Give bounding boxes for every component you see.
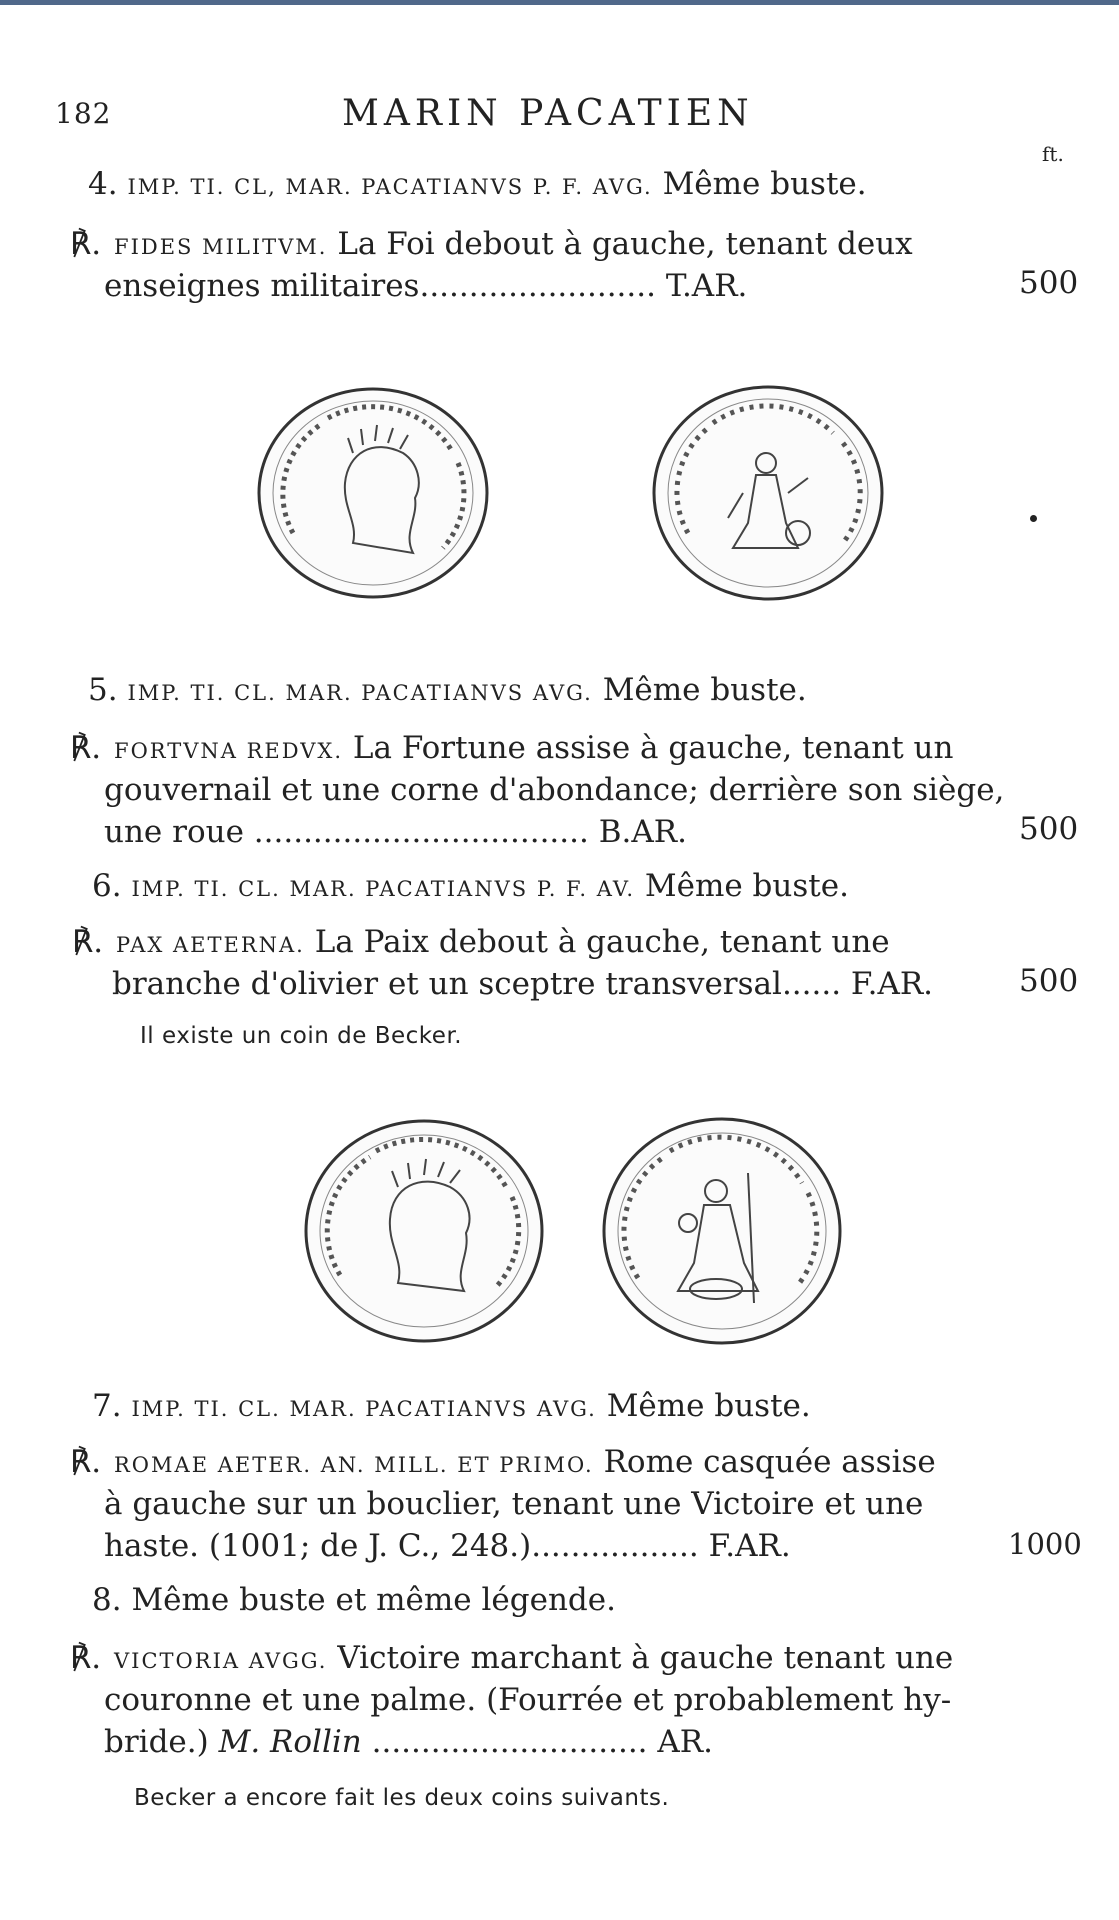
rarity-mark: F.AR. <box>708 1528 791 1564</box>
reverse-description: une roue <box>104 814 244 850</box>
obverse-description: Même buste. <box>602 672 807 708</box>
leader-dots: ...... <box>781 966 842 1002</box>
leader-dots: ................. <box>531 1528 699 1564</box>
rarity-mark: F.AR. <box>850 966 934 1002</box>
entry-number: 4. <box>88 166 118 202</box>
margin-mark: ft. <box>1042 142 1064 166</box>
entry-number: 8. <box>92 1582 122 1618</box>
reverse-symbol: ℟. <box>70 730 102 766</box>
reverse-description: gouvernail et une corne d'abondance; derrière son siège, <box>104 772 1005 808</box>
footer-note: Becker a encore fait les deux coins suivants. <box>134 1785 670 1811</box>
coin-obverse-pacatianus-1 <box>253 383 493 603</box>
entry-number: 5. <box>88 672 118 708</box>
reverse-symbol: ℟. <box>70 1640 102 1676</box>
obverse-description: Même buste. <box>662 166 867 202</box>
reverse-legend: VICTORIA AVGG. <box>114 1649 328 1673</box>
entry-5-reverse-cont <box>104 769 1004 811</box>
entry-7-obverse <box>92 1385 811 1430</box>
becker-note: Il existe un coin de Becker. <box>140 1023 463 1049</box>
entry-7-reverse-cont2 <box>104 1525 791 1567</box>
obverse-description: Même buste. <box>606 1388 811 1424</box>
reverse-description: couronne et une palme. (Fourrée et probablement hy- <box>104 1682 952 1718</box>
margin-dot <box>1030 515 1037 522</box>
reverse-description: La Paix debout à gauche, tenant une <box>314 924 890 960</box>
leader-dots: ........................ <box>419 268 656 304</box>
reverse-legend: FORTVNA REDVX. <box>114 739 344 763</box>
entry-4-value: 500 <box>1019 265 1079 301</box>
entry-8-reverse-cont2 <box>104 1721 713 1763</box>
coin-reverse-roma-2 <box>598 1113 846 1349</box>
entry-number: 7. <box>92 1388 122 1424</box>
reverse-description: Rome casquée assise <box>603 1444 936 1480</box>
entry-4-reverse <box>70 223 913 268</box>
obverse-description: Même buste et même légende. <box>131 1582 616 1618</box>
entry-6-obverse <box>92 865 849 910</box>
obverse-legend: IMP. TI. CL. MAR. PACATIANVS P. F. AV. <box>131 877 635 901</box>
entry-5-value: 500 <box>1019 811 1079 847</box>
reverse-symbol: ℟. <box>70 226 102 262</box>
reverse-description: enseignes militaires <box>104 268 420 304</box>
entry-5-obverse <box>88 669 807 714</box>
reverse-legend: PAX AETERNA. <box>116 933 305 957</box>
entry-4-reverse-cont <box>104 265 747 307</box>
collector-name: M. Rollin <box>218 1724 362 1760</box>
entry-4-obverse <box>88 163 867 208</box>
reverse-legend: ROMAE AETER. AN. MILL. ET PRIMO. <box>114 1453 594 1477</box>
entry-6-reverse <box>72 921 890 966</box>
page-number: 182 <box>55 97 112 130</box>
obverse-legend: IMP. TI. CL. MAR. PACATIANVS AVG. <box>127 681 593 705</box>
entry-7-reverse-cont <box>104 1483 923 1525</box>
reverse-description: La Foi debout à gauche, tenant deux <box>337 226 913 262</box>
book-page <box>0 5 1119 1920</box>
rarity-mark: B.AR. <box>598 814 687 850</box>
reverse-description: Victoire marchant à gauche tenant une <box>337 1640 954 1676</box>
entry-5-reverse <box>70 727 954 772</box>
entry-6-reverse-cont <box>112 963 933 1005</box>
entry-number: 6. <box>92 868 122 904</box>
running-head: MARIN PACATIEN <box>342 93 754 134</box>
obverse-legend: IMP. TI. CL. MAR. PACATIANVS AVG. <box>131 1397 597 1421</box>
entry-7-value: 1000 <box>1008 1527 1082 1561</box>
obverse-legend: IMP. TI. CL, MAR. PACATIANVS P. F. AVG. <box>127 175 653 199</box>
coin-reverse-fortuna-1 <box>648 383 888 603</box>
leader-dots: ............................ <box>371 1724 648 1760</box>
reverse-legend: FIDES MILITVM. <box>114 235 328 259</box>
entry-8-reverse-cont <box>104 1679 951 1721</box>
reverse-description: La Fortune assise à gauche, tenant un <box>352 730 954 766</box>
reverse-description: bride.) <box>104 1724 209 1760</box>
entry-8-obverse <box>92 1579 616 1621</box>
coin-obverse-pacatianus-2 <box>300 1115 548 1347</box>
entry-8-reverse <box>70 1637 953 1682</box>
reverse-symbol: ℟. <box>70 1444 102 1480</box>
reverse-description: haste. (1001; de J. C., 248.) <box>104 1528 532 1564</box>
obverse-description: Même buste. <box>644 868 849 904</box>
leader-dots: .................................. <box>253 814 589 850</box>
entry-6-value: 500 <box>1019 963 1079 999</box>
reverse-description: branche d'olivier et un sceptre transversal <box>112 966 782 1002</box>
rarity-mark: T.AR. <box>665 268 748 304</box>
entry-7-reverse <box>70 1441 936 1486</box>
entry-5-reverse-cont2 <box>104 811 687 853</box>
rarity-mark: AR. <box>657 1724 713 1760</box>
reverse-description: à gauche sur un bouclier, tenant une Victoire et une <box>104 1486 924 1522</box>
reverse-symbol: ℟. <box>72 924 104 960</box>
